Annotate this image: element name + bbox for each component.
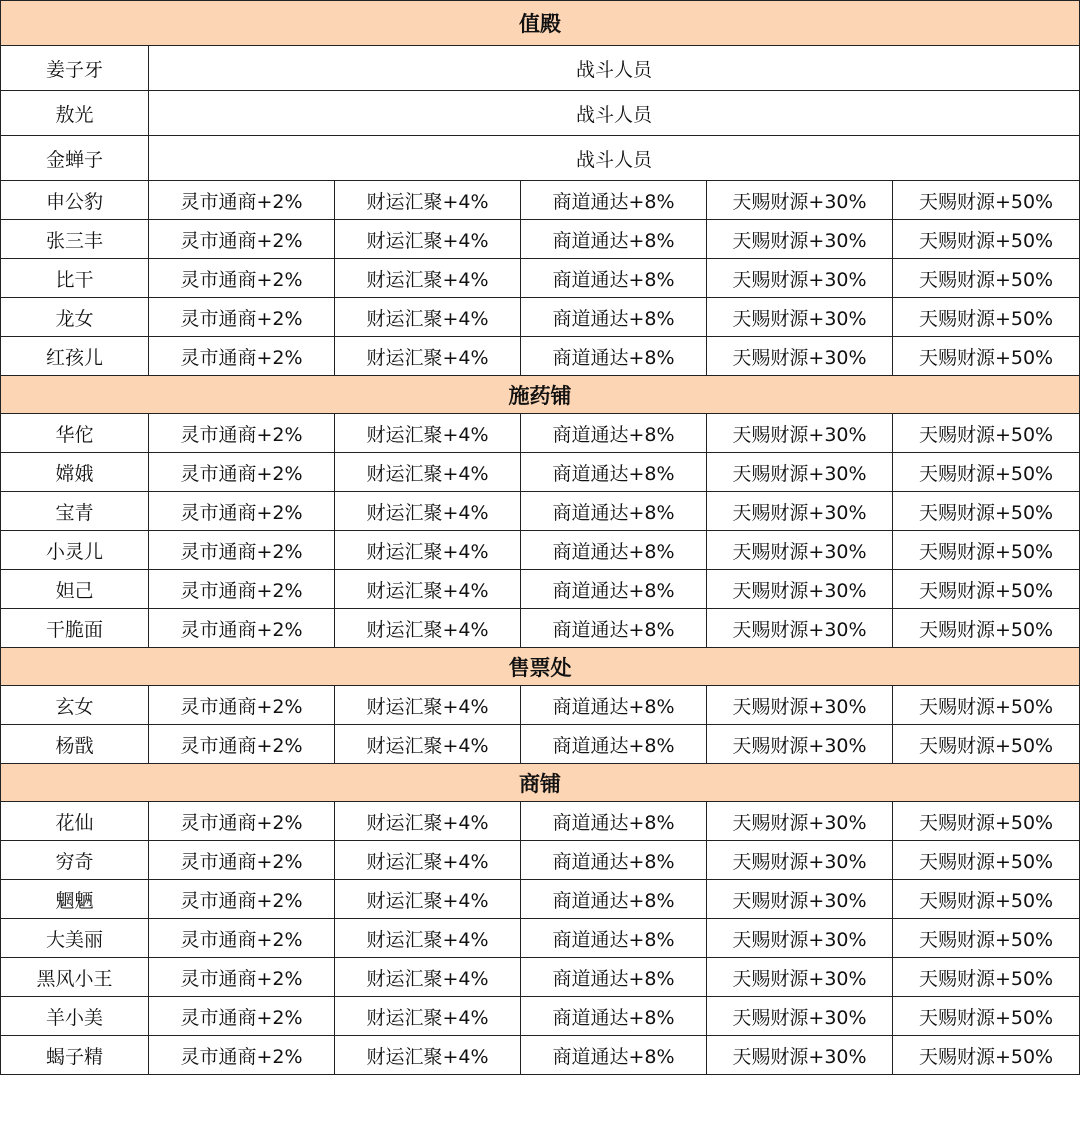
character-name: 嫦娥	[1, 453, 149, 492]
bonus-cell: 灵市通商+2%	[149, 181, 335, 220]
bonus-cell: 灵市通商+2%	[149, 531, 335, 570]
bonus-cell: 天赐财源+30%	[707, 958, 893, 997]
bonus-cell: 灵市通商+2%	[149, 337, 335, 376]
character-name: 龙女	[1, 298, 149, 337]
character-name: 红孩儿	[1, 337, 149, 376]
bonus-cell: 灵市通商+2%	[149, 259, 335, 298]
bonus-cell: 商道通达+8%	[521, 841, 707, 880]
bonus-cell: 天赐财源+30%	[707, 531, 893, 570]
character-name: 黑风小王	[1, 958, 149, 997]
bonus-cell: 天赐财源+50%	[893, 453, 1080, 492]
bonus-cell: 天赐财源+30%	[707, 880, 893, 919]
section-header-row	[1, 648, 1080, 686]
character-name: 干脆面	[1, 609, 149, 648]
bonus-cell: 灵市通商+2%	[149, 686, 335, 725]
bonus-cell: 天赐财源+30%	[707, 492, 893, 531]
table-row	[1, 958, 1080, 997]
table-row	[1, 46, 1080, 91]
bonus-cell: 天赐财源+30%	[707, 453, 893, 492]
bonus-cell: 灵市通商+2%	[149, 880, 335, 919]
bonus-cell: 天赐财源+50%	[893, 802, 1080, 841]
bonus-cell: 天赐财源+30%	[707, 609, 893, 648]
table-row	[1, 337, 1080, 376]
bonus-cell: 天赐财源+30%	[707, 220, 893, 259]
bonus-cell: 灵市通商+2%	[149, 220, 335, 259]
character-name: 杨戬	[1, 725, 149, 764]
section-title: 施药铺	[1, 376, 1080, 414]
character-name: 大美丽	[1, 919, 149, 958]
character-name: 妲己	[1, 570, 149, 609]
bonus-cell: 天赐财源+50%	[893, 841, 1080, 880]
bonus-cell: 商道通达+8%	[521, 725, 707, 764]
table-row	[1, 91, 1080, 136]
bonus-cell: 天赐财源+30%	[707, 841, 893, 880]
table-row	[1, 609, 1080, 648]
bonus-cell: 商道通达+8%	[521, 531, 707, 570]
bonus-cell: 商道通达+8%	[521, 802, 707, 841]
bonus-cell: 天赐财源+50%	[893, 958, 1080, 997]
character-name: 宝青	[1, 492, 149, 531]
bonus-cell: 灵市通商+2%	[149, 802, 335, 841]
table-row	[1, 997, 1080, 1036]
table-row	[1, 1036, 1080, 1075]
table-row	[1, 880, 1080, 919]
bonus-cell: 天赐财源+30%	[707, 181, 893, 220]
bonus-cell: 天赐财源+30%	[707, 802, 893, 841]
bonus-cell: 天赐财源+30%	[707, 686, 893, 725]
table-row	[1, 136, 1080, 181]
bonus-cell: 天赐财源+50%	[893, 1036, 1080, 1075]
bonus-cell: 财运汇聚+4%	[335, 570, 521, 609]
bonus-cell: 灵市通商+2%	[149, 997, 335, 1036]
character-name: 姜子牙	[1, 46, 149, 91]
table-row	[1, 686, 1080, 725]
table-row	[1, 802, 1080, 841]
character-name: 比干	[1, 259, 149, 298]
character-name: 羊小美	[1, 997, 149, 1036]
bonus-cell: 财运汇聚+4%	[335, 531, 521, 570]
section-header-row	[1, 764, 1080, 802]
bonus-cell: 天赐财源+50%	[893, 337, 1080, 376]
bonus-cell: 商道通达+8%	[521, 570, 707, 609]
bonus-cell: 天赐财源+50%	[893, 492, 1080, 531]
bonus-cell: 灵市通商+2%	[149, 841, 335, 880]
bonus-cell: 天赐财源+50%	[893, 259, 1080, 298]
bonus-cell: 财运汇聚+4%	[335, 609, 521, 648]
character-name: 穷奇	[1, 841, 149, 880]
table-row	[1, 919, 1080, 958]
bonus-cell: 财运汇聚+4%	[335, 802, 521, 841]
character-name: 玄女	[1, 686, 149, 725]
bonus-cell: 商道通达+8%	[521, 298, 707, 337]
table-row	[1, 414, 1080, 453]
bonus-cell: 天赐财源+50%	[893, 609, 1080, 648]
bonus-cell: 灵市通商+2%	[149, 609, 335, 648]
bonus-cell: 天赐财源+30%	[707, 919, 893, 958]
bonus-cell: 天赐财源+50%	[893, 725, 1080, 764]
bonus-cell: 天赐财源+50%	[893, 298, 1080, 337]
bonus-cell: 财运汇聚+4%	[335, 919, 521, 958]
table-body	[1, 1, 1080, 1075]
role-cell: 战斗人员	[149, 46, 1080, 91]
bonus-cell: 天赐财源+50%	[893, 686, 1080, 725]
bonus-cell: 天赐财源+30%	[707, 997, 893, 1036]
character-name: 小灵儿	[1, 531, 149, 570]
table-row	[1, 492, 1080, 531]
bonus-cell: 商道通达+8%	[521, 414, 707, 453]
table-row	[1, 725, 1080, 764]
table-row	[1, 220, 1080, 259]
bonus-cell: 天赐财源+30%	[707, 725, 893, 764]
bonus-cell: 财运汇聚+4%	[335, 259, 521, 298]
table-row	[1, 298, 1080, 337]
bonus-cell: 商道通达+8%	[521, 492, 707, 531]
bonus-cell: 财运汇聚+4%	[335, 880, 521, 919]
bonus-cell: 商道通达+8%	[521, 919, 707, 958]
character-name: 金蝉子	[1, 136, 149, 181]
bonus-cell: 天赐财源+50%	[893, 570, 1080, 609]
bonus-cell: 灵市通商+2%	[149, 919, 335, 958]
bonus-cell: 财运汇聚+4%	[335, 997, 521, 1036]
section-title: 商铺	[1, 764, 1080, 802]
bonus-cell: 商道通达+8%	[521, 609, 707, 648]
bonus-cell: 财运汇聚+4%	[335, 181, 521, 220]
bonus-cell: 灵市通商+2%	[149, 298, 335, 337]
bonus-cell: 财运汇聚+4%	[335, 220, 521, 259]
bonus-cell: 灵市通商+2%	[149, 725, 335, 764]
bonus-cell: 灵市通商+2%	[149, 453, 335, 492]
bonus-cell: 财运汇聚+4%	[335, 337, 521, 376]
table-row	[1, 453, 1080, 492]
bonus-cell: 灵市通商+2%	[149, 958, 335, 997]
section-header-row	[1, 1, 1080, 46]
bonus-cell: 天赐财源+50%	[893, 531, 1080, 570]
bonus-cell: 财运汇聚+4%	[335, 414, 521, 453]
bonus-cell: 天赐财源+50%	[893, 414, 1080, 453]
bonus-cell: 天赐财源+50%	[893, 220, 1080, 259]
character-name: 敖光	[1, 91, 149, 136]
character-name: 魍魉	[1, 880, 149, 919]
bonus-cell: 财运汇聚+4%	[335, 298, 521, 337]
bonus-cell: 财运汇聚+4%	[335, 453, 521, 492]
table-row	[1, 259, 1080, 298]
bonus-cell: 商道通达+8%	[521, 686, 707, 725]
table-row	[1, 531, 1080, 570]
bonus-cell: 商道通达+8%	[521, 1036, 707, 1075]
bonus-cell: 商道通达+8%	[521, 337, 707, 376]
character-name: 花仙	[1, 802, 149, 841]
bonus-cell: 商道通达+8%	[521, 259, 707, 298]
bonus-cell: 商道通达+8%	[521, 997, 707, 1036]
character-name: 华佗	[1, 414, 149, 453]
bonus-cell: 商道通达+8%	[521, 958, 707, 997]
table-row	[1, 841, 1080, 880]
bonus-cell: 商道通达+8%	[521, 220, 707, 259]
section-title: 值殿	[1, 1, 1080, 46]
table-row	[1, 181, 1080, 220]
bonus-cell: 商道通达+8%	[521, 181, 707, 220]
bonus-cell: 灵市通商+2%	[149, 414, 335, 453]
bonus-cell: 天赐财源+50%	[893, 997, 1080, 1036]
bonus-cell: 灵市通商+2%	[149, 1036, 335, 1075]
role-cell: 战斗人员	[149, 91, 1080, 136]
section-header-row	[1, 376, 1080, 414]
bonus-cell: 财运汇聚+4%	[335, 1036, 521, 1075]
bonus-cell: 商道通达+8%	[521, 880, 707, 919]
bonus-cell: 天赐财源+30%	[707, 1036, 893, 1075]
bonus-cell: 灵市通商+2%	[149, 492, 335, 531]
bonus-cell: 天赐财源+50%	[893, 880, 1080, 919]
bonus-cell: 天赐财源+30%	[707, 298, 893, 337]
bonus-cell: 灵市通商+2%	[149, 570, 335, 609]
table-row	[1, 570, 1080, 609]
bonus-cell: 天赐财源+50%	[893, 919, 1080, 958]
bonus-cell: 天赐财源+30%	[707, 570, 893, 609]
bonus-cell: 财运汇聚+4%	[335, 841, 521, 880]
role-cell: 战斗人员	[149, 136, 1080, 181]
character-name: 张三丰	[1, 220, 149, 259]
bonus-cell: 天赐财源+50%	[893, 181, 1080, 220]
character-name: 申公豹	[1, 181, 149, 220]
bonus-cell: 财运汇聚+4%	[335, 958, 521, 997]
bonus-cell: 天赐财源+30%	[707, 414, 893, 453]
section-title: 售票处	[1, 648, 1080, 686]
bonus-cell: 财运汇聚+4%	[335, 492, 521, 531]
bonus-cell: 财运汇聚+4%	[335, 686, 521, 725]
bonus-cell: 商道通达+8%	[521, 453, 707, 492]
bonus-cell: 财运汇聚+4%	[335, 725, 521, 764]
bonus-cell: 天赐财源+30%	[707, 337, 893, 376]
character-name: 蝎子精	[1, 1036, 149, 1075]
bonus-cell: 天赐财源+30%	[707, 259, 893, 298]
